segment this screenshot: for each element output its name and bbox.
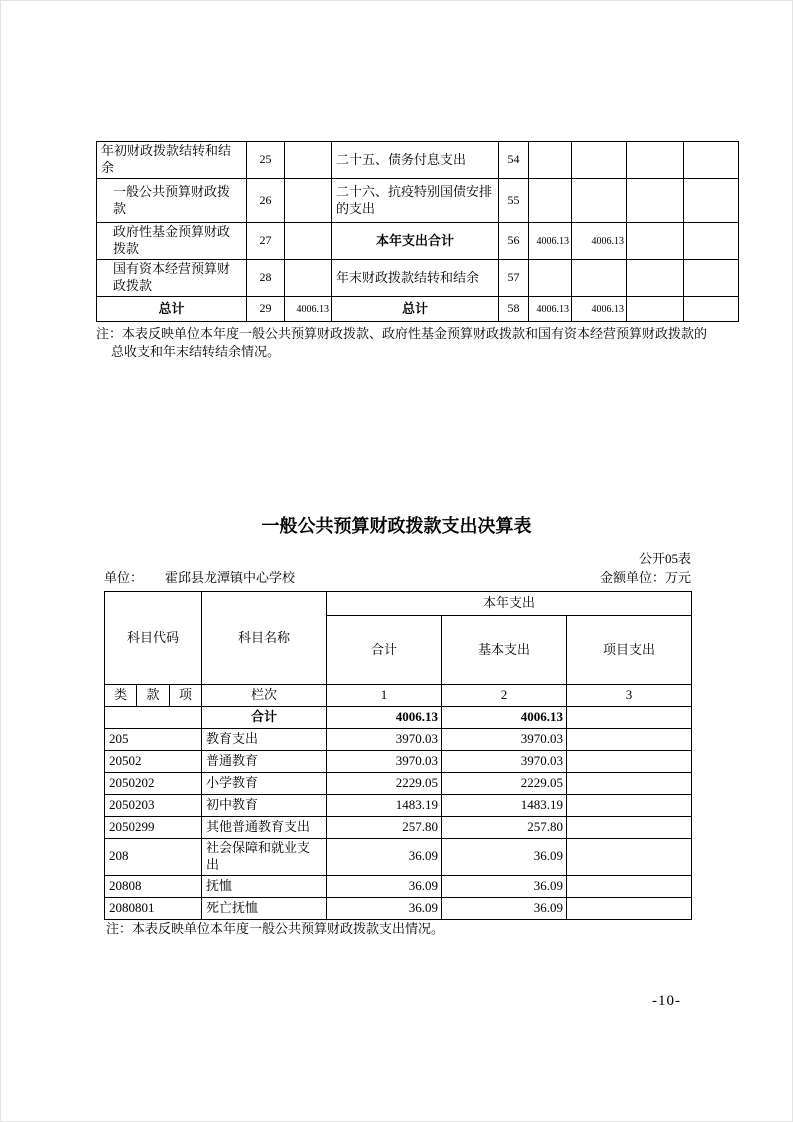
amount-unit-label: 金额单位：万元 [599, 570, 691, 585]
code-cell: 2080801 [105, 897, 202, 919]
amount-cell [567, 729, 692, 751]
amount-cell: 36.09 [327, 897, 442, 919]
amount-cell [567, 751, 692, 773]
table-row [105, 875, 692, 897]
table-row [105, 839, 692, 876]
table-row [105, 773, 692, 795]
table-row [105, 817, 692, 839]
amount-cell [627, 297, 684, 322]
basic-col-header: 基本支出 [442, 616, 567, 685]
amount-cell: 2229.05 [327, 773, 442, 795]
amount-cell [572, 179, 627, 223]
amount-cell [684, 297, 739, 322]
fiscal-summary-table [96, 141, 739, 322]
table-title: 一般公共预算财政拨款支出决算表 [261, 516, 532, 536]
subject-name-cell: 普通教育 [202, 751, 327, 773]
column-number-cell: 2 [442, 685, 567, 707]
code-cell: 20502 [105, 751, 202, 773]
total-col-header: 合计 [327, 616, 442, 685]
amount-cell: 4006.13 [285, 297, 332, 322]
amount-cell [285, 142, 332, 179]
subject-name-cell: 抚恤 [202, 875, 327, 897]
amount-cell: 4006.13 [529, 297, 572, 322]
amount-cell [529, 260, 572, 297]
unit-block [104, 567, 295, 586]
amount-cell [684, 260, 739, 297]
line-number-cell: 54 [499, 142, 529, 179]
subject-name-cell: 小学教育 [202, 773, 327, 795]
column-number-cell: 1 [327, 685, 442, 707]
subject-code-header: 科目代码 [105, 592, 202, 685]
table-row [97, 223, 739, 260]
amount-cell [567, 773, 692, 795]
unit-name: 霍邱县龙潭镇中心学校 [165, 570, 296, 585]
table-row [105, 897, 692, 919]
amount-cell [529, 142, 572, 179]
expense-item-cell: 本年支出合计 [332, 223, 499, 260]
line-number-cell: 26 [247, 179, 285, 223]
amount-cell: 4006.13 [572, 297, 627, 322]
amount-cell [684, 142, 739, 179]
code-cell: 2050299 [105, 817, 202, 839]
page-number: -10- [652, 993, 681, 1009]
line-number-cell: 28 [247, 260, 285, 297]
expense-item-cell: 年末财政拨款结转和结余 [332, 260, 499, 297]
amount-cell: 3970.03 [327, 751, 442, 773]
total-row [105, 707, 692, 729]
amount-cell [567, 897, 692, 919]
line-number-cell: 27 [247, 223, 285, 260]
amount-cell [627, 179, 684, 223]
line-number-cell: 57 [499, 260, 529, 297]
amount-cell [572, 260, 627, 297]
amount-cell: 36.09 [442, 875, 567, 897]
amount-cell [285, 179, 332, 223]
amount-cell: 3970.03 [327, 729, 442, 751]
amount-cell [684, 223, 739, 260]
amount-cell [627, 223, 684, 260]
income-item-cell: 政府性基金预算财政拨款 [97, 223, 247, 260]
amount-cell: 257.80 [442, 817, 567, 839]
amount-cell: 4006.13 [572, 223, 627, 260]
code-cell: 2050203 [105, 795, 202, 817]
expense-item-cell: 二十六、抗疫特别国债安排的支出 [332, 179, 499, 223]
income-item-cell: 一般公共预算财政拨款 [97, 179, 247, 223]
amount-cell [567, 795, 692, 817]
section-header: 款 [137, 685, 170, 707]
amount-cell: 4006.13 [327, 707, 442, 729]
subject-name-cell: 初中教育 [202, 795, 327, 817]
amount-cell: 36.09 [327, 839, 442, 876]
subject-name-header: 科目名称 [202, 592, 327, 685]
line-number-cell: 58 [499, 297, 529, 322]
table-row [97, 297, 739, 322]
table-row [97, 260, 739, 297]
year-expense-header: 本年支出 [327, 592, 692, 616]
table-code: 公开05表 [638, 551, 691, 566]
amount-cell: 3970.03 [442, 729, 567, 751]
expense-total-cell: 总计 [332, 297, 499, 322]
amount-cell [285, 223, 332, 260]
table-row [105, 795, 692, 817]
code-cell: 20808 [105, 875, 202, 897]
table-note: 注：本表反映单位本年度一般公共预算财政拨款支出情况。 [106, 921, 445, 936]
amount-cell: 4006.13 [442, 707, 567, 729]
subject-name-cell: 其他普通教育支出 [202, 817, 327, 839]
income-item-cell: 国有资本经营预算财政拨款 [97, 260, 247, 297]
column-label-cell: 栏次 [202, 685, 327, 707]
project-col-header: 项目支出 [567, 616, 692, 685]
amount-cell: 36.09 [327, 875, 442, 897]
amount-cell [567, 875, 692, 897]
total-label-cell: 合计 [202, 707, 327, 729]
income-total-cell: 总计 [97, 297, 247, 322]
amount-cell [567, 839, 692, 876]
amount-cell: 4006.13 [529, 223, 572, 260]
column-index-row [105, 685, 692, 707]
header-row [105, 592, 692, 616]
amount-cell [567, 707, 692, 729]
table-row [105, 751, 692, 773]
amount-cell: 1483.19 [442, 795, 567, 817]
table-row [97, 179, 739, 223]
amount-cell: 1483.19 [327, 795, 442, 817]
amount-cell: 36.09 [442, 839, 567, 876]
amount-cell [567, 817, 692, 839]
expense-table [104, 591, 692, 920]
table-row [105, 729, 692, 751]
line-number-cell: 29 [247, 297, 285, 322]
amount-cell [285, 260, 332, 297]
table-note: 注：本表反映单位本年度一般公共预算财政拨款、政府性基金预算财政拨款和国有资本经营预算财政拨款的总收支和年末结转结余情况。 [96, 326, 708, 360]
item-header: 项 [170, 685, 202, 707]
amount-cell: 3970.03 [442, 751, 567, 773]
amount-cell [572, 142, 627, 179]
amount-cell [627, 142, 684, 179]
income-item-cell: 年初财政拨款结转和结余 [97, 142, 247, 179]
amount-cell [529, 179, 572, 223]
amount-cell: 257.80 [327, 817, 442, 839]
code-cell: 2050202 [105, 773, 202, 795]
table-row [97, 142, 739, 179]
expense-item-cell: 二十五、债务付息支出 [332, 142, 499, 179]
line-number-cell: 25 [247, 142, 285, 179]
line-number-cell: 56 [499, 223, 529, 260]
amount-cell: 36.09 [442, 897, 567, 919]
amount-cell [684, 179, 739, 223]
class-header: 类 [105, 685, 137, 707]
empty-code-cell [105, 707, 202, 729]
unit-line [104, 567, 691, 586]
subject-name-cell: 社会保障和就业支出 [202, 839, 327, 876]
amount-cell: 2229.05 [442, 773, 567, 795]
code-cell: 205 [105, 729, 202, 751]
subject-name-cell: 死亡抚恤 [202, 897, 327, 919]
subject-name-cell: 教育支出 [202, 729, 327, 751]
column-number-cell: 3 [567, 685, 692, 707]
code-cell: 208 [105, 839, 202, 876]
line-number-cell: 55 [499, 179, 529, 223]
unit-label: 单位： [104, 570, 144, 585]
amount-cell [627, 260, 684, 297]
